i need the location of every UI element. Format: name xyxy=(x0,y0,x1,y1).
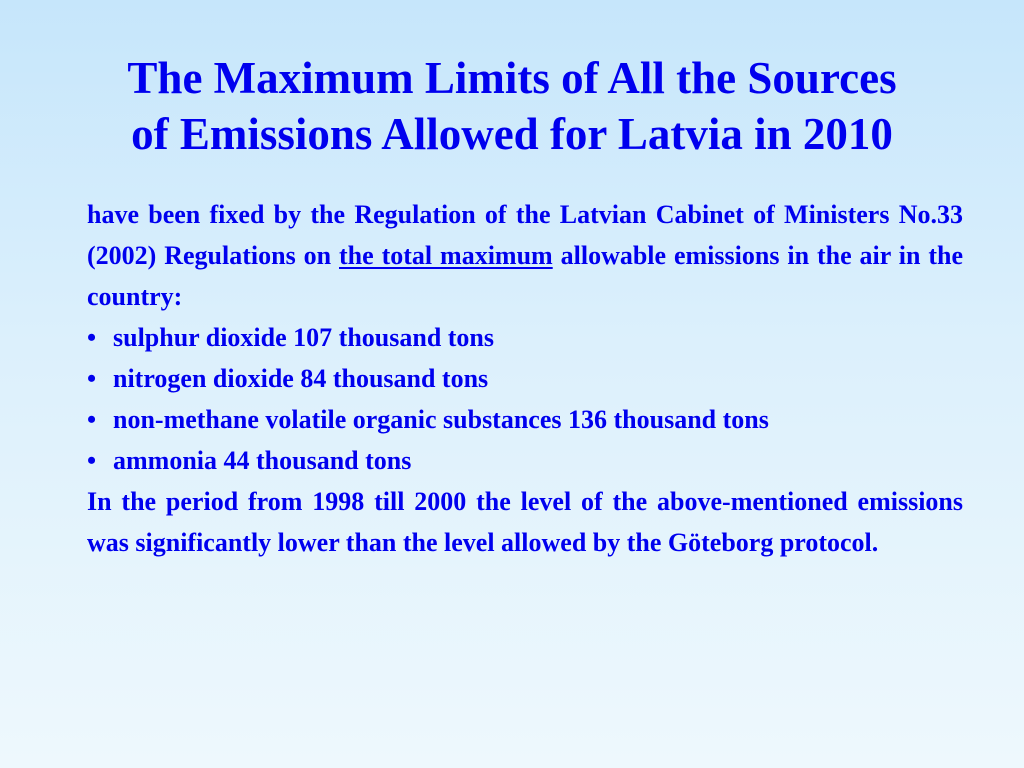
title-line-1: The Maximum Limits of All the Sources xyxy=(127,53,897,103)
bullet-text: ammonia 44 thousand tons xyxy=(113,446,412,475)
bullet-item-ammonia xyxy=(87,440,963,481)
bullet-text: sulphur dioxide 107 thousand tons xyxy=(113,323,495,352)
conclusion-paragraph: In the period from 1998 till 2000 the level of the above-mentioned emissions was significantly lower than the level allowed by the Göteborg protocol. xyxy=(87,487,963,557)
slide-title xyxy=(40,50,984,162)
bullet-item-sulphur-dioxide xyxy=(87,317,963,358)
bullet-item-nmvoc xyxy=(87,399,963,440)
intro-text: have been fixed by the Regulation of the Latvian Cabinet of Ministers No.33 (2002) Regulations on xyxy=(87,200,963,270)
bullet-icon: • xyxy=(87,323,97,352)
underlined-phrase: the total maximum xyxy=(339,241,553,270)
bullet-icon: • xyxy=(87,446,97,475)
bullet-icon: • xyxy=(87,405,97,434)
title-line-2: of Emissions Allowed for Latvia in 2010 xyxy=(131,109,893,159)
bullet-text: nitrogen dioxide 84 thousand tons xyxy=(113,364,489,393)
bullet-item-nitrogen-dioxide xyxy=(87,358,963,399)
bullet-icon: • xyxy=(87,364,97,393)
bullet-text: non-methane volatile organic substances 136 thousand tons xyxy=(113,405,769,434)
intro-text-end: allowable emissions in the air in the country: xyxy=(87,241,964,311)
intro-paragraph xyxy=(87,194,963,317)
slide-body xyxy=(87,194,963,563)
